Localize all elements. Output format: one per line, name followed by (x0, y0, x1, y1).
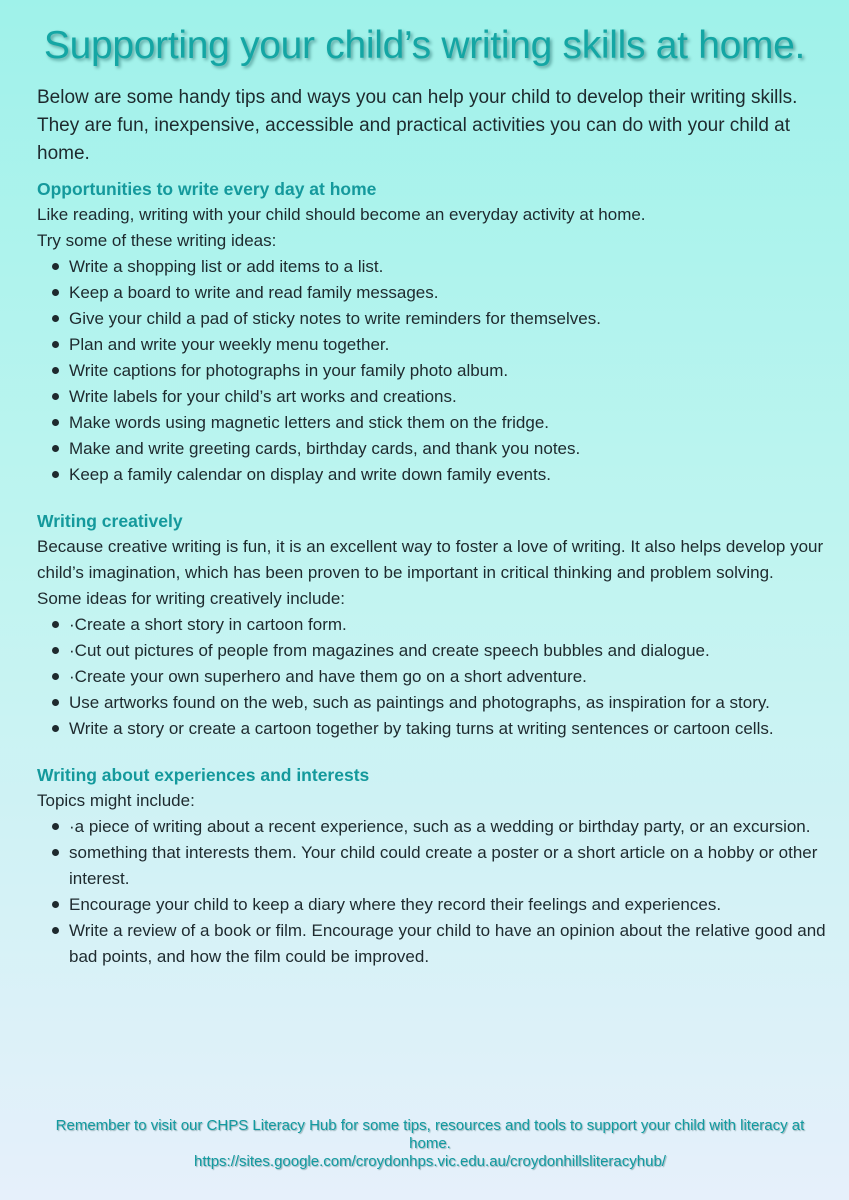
section-experiences-interests (37, 762, 827, 970)
list-item: Encourage your child to keep a diary where they record their feelings and experiences. (69, 892, 827, 918)
section-writing-creatively (37, 508, 827, 742)
section-paragraph: Try some of these writing ideas: (37, 231, 277, 250)
list-item: Write labels for your child’s art works and creations. (69, 384, 827, 410)
intro-paragraph: Below are some handy tips and ways you can help your child to develop their writing skills. They are fun, inexpensive, accessible and practical activities you can do with your child at home. (37, 87, 798, 164)
list-item: ·a piece of writing about a recent experience, such as a wedding or birthday party, or an excursion. (69, 814, 827, 840)
list-item: Give your child a pad of sticky notes to write reminders for themselves. (69, 306, 827, 332)
section-heading: Writing creatively (37, 511, 183, 531)
section-paragraph: Some ideas for writing creatively include: (37, 589, 346, 608)
list-item: Plan and write your weekly menu together. (69, 332, 827, 358)
list-item: ·Cut out pictures of people from magazines and create speech bubbles and dialogue. (69, 638, 827, 664)
list-item: Keep a family calendar on display and write down family events. (69, 462, 827, 488)
footer-note (40, 1117, 820, 1171)
list-item: Write a shopping list or add items to a list. (69, 254, 827, 280)
list-item: ·Create your own superhero and have them go on a short adventure. (69, 664, 827, 690)
list-item: something that interests them. Your child could create a poster or a short article on a hobby or other interest. (69, 840, 827, 892)
list-item: Make words using magnetic letters and stick them on the fridge. (69, 410, 827, 436)
list-item: Write captions for photographs in your family photo album. (69, 358, 827, 384)
footer-message: Remember to visit our CHPS Literacy Hub for some tips, resources and tools to support your child with literacy at home. (55, 1117, 805, 1152)
content-area (37, 84, 827, 970)
bullet-list (37, 814, 827, 970)
bullet-list (37, 612, 827, 742)
section-everyday-writing (37, 176, 827, 488)
section-heading: Opportunities to write every day at home (37, 179, 377, 199)
section-paragraph: Like reading, writing with your child should become an everyday activity at home. (37, 205, 646, 224)
list-item: Keep a board to write and read family messages. (69, 280, 827, 306)
section-spacer (37, 742, 827, 762)
list-item: Make and write greeting cards, birthday cards, and thank you notes. (69, 436, 827, 462)
list-item: Write a review of a book or film. Encourage your child to have an opinion about the relative good and bad points, and how the film could be improved. (69, 918, 827, 970)
literacy-hub-link[interactable]: https://sites.google.com/croydonhps.vic.edu.au/croydonhillsliteracyhub/ (194, 1153, 666, 1170)
list-item: Use artworks found on the web, such as paintings and photographs, as inspiration for a story. (69, 690, 827, 716)
list-item: ·Create a short story in cartoon form. (69, 612, 827, 638)
list-item: Write a story or create a cartoon together by taking turns at writing sentences or cartoon cells. (69, 716, 827, 742)
section-heading: Writing about experiences and interests (37, 765, 370, 785)
page-title: Supporting your child’s writing skills at home. (43, 24, 806, 67)
section-paragraph: Because creative writing is fun, it is an excellent way to foster a love of writing. It also helps develop your child’s imagination, which has been proven to be important in critical thinking and problem solving. (37, 537, 824, 582)
bullet-list (37, 254, 827, 488)
section-spacer (37, 488, 827, 508)
section-paragraph: Topics might include: (37, 791, 195, 810)
